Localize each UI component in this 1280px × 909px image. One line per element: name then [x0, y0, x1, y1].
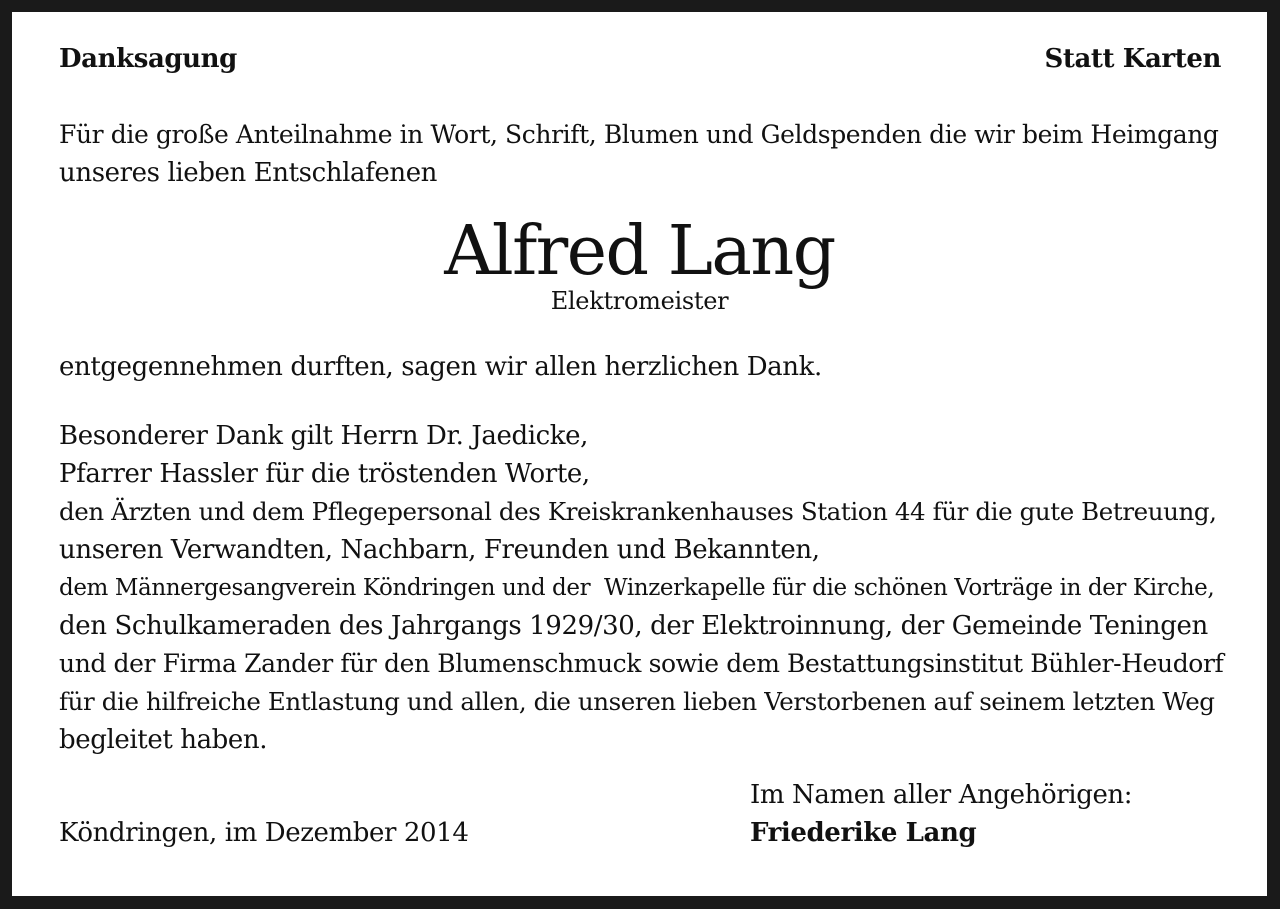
obituary-card: [12, 12, 1267, 896]
thanks-line: den Ärzten und dem Pflegepersonal des Kreiskrankenhauses Station 44 für die gute Betreuung,: [59, 497, 1217, 526]
thanks-line: begleitet haben.: [59, 725, 268, 755]
thanks-line: dem Männergesangverein Köndringen und der Winzerkapelle für die schönen Vorträge in der Kirche,: [59, 575, 1215, 601]
special-thanks-block: [59, 417, 1223, 759]
thanks-line: den Schulkameraden des Jahrgangs 1929/30, der Elektroinnung, der Gemeinde Teningen: [59, 611, 1208, 641]
place-date: Köndringen, im Dezember 2014: [59, 818, 469, 848]
intro-line-1: Für die große Anteilnahme in Wort, Schrift, Blumen und Geldspenden die wir beim Heimgang: [59, 120, 1219, 149]
thanks-line: Besonderer Dank gilt Herrn Dr. Jaedicke,: [59, 421, 588, 451]
thanks-line: Pfarrer Hassler für die tröstenden Worte,: [59, 459, 590, 489]
thanks-line: und der Firma Zander für den Blumenschmuck sowie dem Bestattungsinstitut Bühler-Heudorf: [59, 649, 1224, 678]
thanks-line: unseren Verwandten, Nachbarn, Freunden und Bekannten,: [59, 535, 820, 565]
intro-line-2: unseres lieben Entschlafenen: [59, 158, 438, 188]
heading-statt-karten: Statt Karten: [1044, 44, 1221, 74]
thanks-line: für die hilfreiche Entlastung und allen, die unseren lieben Verstorbenen auf seinem letzten Weg: [59, 687, 1215, 716]
closing-sentence: entgegennehmen durften, sagen wir allen herzlichen Dank.: [59, 352, 822, 382]
signature-intro: Im Namen aller Angehörigen:: [750, 780, 1133, 810]
heading-danksagung: Danksagung: [59, 44, 237, 74]
deceased-profession: Elektromeister: [550, 287, 729, 315]
deceased-name: Alfred Lang: [444, 212, 835, 291]
signature-name: Friederike Lang: [750, 818, 977, 848]
